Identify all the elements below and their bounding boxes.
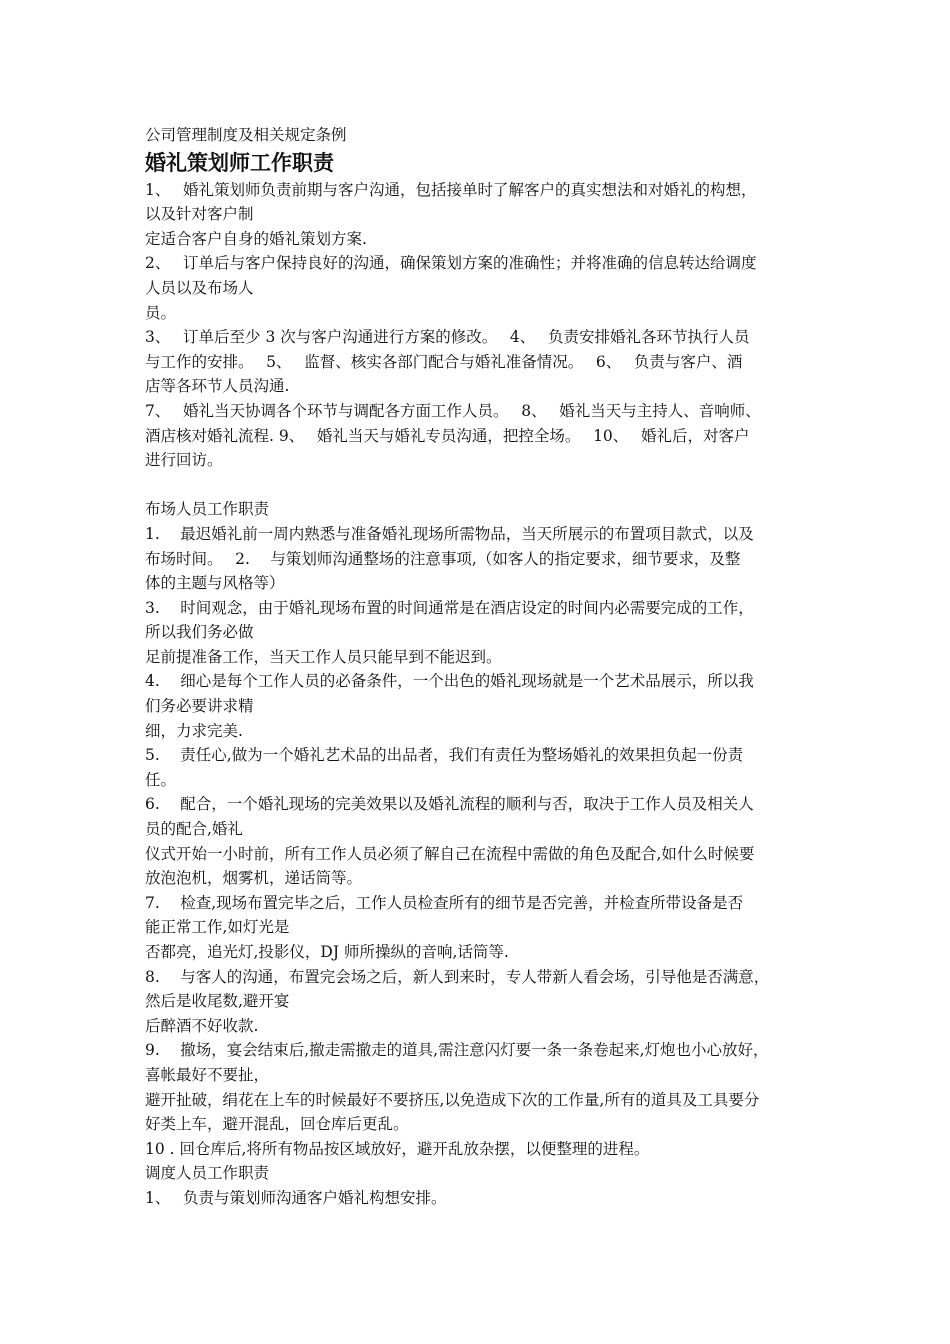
paragraph-line: 员。: [145, 303, 177, 322]
paragraph-line: 2、 订单后与客户保持良好的沟通，确保策划方案的准确性；并将准确的信息转达给调度: [145, 254, 757, 273]
paragraph-line: 任。: [145, 770, 177, 789]
paragraph-line: 仪式开始一小时前，所有工作人员必须了解自己在流程中需做的角色及配合,如什么时候要: [145, 844, 755, 863]
paragraph-line: 避开扯破，绢花在上车的时候最好不要挤压,以免造成下次的工作量,所有的道具及工具要分: [145, 1090, 760, 1109]
paragraph-line: 4. 细心是每个工作人员的必备条件，一个出色的婚礼现场就是一个艺术品展示，所以我: [145, 672, 754, 691]
paragraph-line: 所以我们务必做: [145, 623, 254, 642]
paragraph-line: 1、 婚礼策划师负责前期与客户沟通，包括接单时了解客户的真实想法和对婚礼的构想，: [145, 180, 757, 199]
paragraph-line: 喜帐最好不要扯，: [145, 1065, 270, 1084]
paragraph-line: 们务必要讲求精: [145, 697, 254, 716]
section-heading: 调度人员工作职责: [145, 1164, 270, 1183]
paragraph-line: 店等各环节人员沟通.: [145, 377, 290, 396]
paragraph-line: 足前提准备工作，当天工作人员只能早到不能迟到。: [145, 647, 502, 666]
paragraph-line: 能正常工作,如灯光是: [145, 918, 290, 937]
paragraph-line: 后醉酒不好收款.: [145, 1016, 259, 1035]
paragraph-line: 8. 与客人的沟通，布置完会场之后，新人到来时，专人带新人看会场，引导他是否满意，: [145, 967, 770, 986]
paragraph-line: 进行回访。: [145, 451, 223, 470]
paragraph-line: 以及针对客户制: [145, 205, 254, 224]
paragraph-line: 10 . 回仓库后,将所有物品按区域放好，避开乱放杂摆，以便整理的进程。: [145, 1139, 650, 1158]
setup-section: [145, 497, 815, 1161]
paragraph-line: 然后是收尾数,避开宴: [145, 992, 290, 1011]
paragraph-line: 7、 婚礼当天协调各个环节与调配各方面工作人员。 8、 婚礼当天与主持人、音响师、: [145, 401, 761, 420]
paragraph-line: 员的配合,婚礼: [145, 820, 243, 839]
document-page: [145, 123, 815, 1211]
paragraph-line: 9. 撤场，宴会结束后,撤走需撤走的道具,需注意闪灯要一条一条卷起来,灯炮也小心放好，: [145, 1041, 769, 1060]
paragraph-line: 1、 负责与策划师沟通客户婚礼构想安排。: [145, 1188, 447, 1207]
document-header: 公司管理制度及相关规定条例: [145, 126, 347, 144]
paragraph-line: 3. 时间观念，由于婚礼现场布置的时间通常是在酒店设定的时间内必需要完成的工作，: [145, 598, 754, 617]
paragraph-line: 6. 配合，一个婚礼现场的完美效果以及婚礼流程的顺利与否，取决于工作人员及相关人: [145, 795, 754, 814]
paragraph-line: 体的主题与风格等）: [145, 574, 285, 593]
paragraph-line: 定适合客户自身的婚礼策划方案.: [145, 229, 367, 248]
paragraph-line: 与工作的安排。 5、 监督、核实各部门配合与婚礼准备情况。 6、 负责与客户、酒: [145, 352, 743, 371]
paragraph-line: 好类上车，避开混乱，回仓库后更乱。: [145, 1115, 409, 1134]
paragraph-line: 细，力求完美.: [145, 721, 243, 740]
paragraph-line: 人员以及布场人: [145, 278, 254, 297]
blank-line: [145, 473, 815, 498]
planner-section: [145, 178, 815, 473]
paragraph-line: 否都亮，追光灯,投影仪，DJ 师所操纵的音响,话筒等.: [145, 943, 509, 961]
paragraph-line: 5. 责任心,做为一个婚礼艺术品的出品者，我们有责任为整场婚礼的效果担负起一份责: [145, 746, 744, 765]
paragraph-line: 布场时间。 2. 与策划师沟通整场的注意事项,（如客人的指定要求，细节要求，及整: [145, 549, 741, 568]
document-title: 婚礼策划师工作职责: [145, 150, 334, 175]
paragraph-line: 酒店核对婚礼流程. 9、 婚礼当天与婚礼专员沟通，把控全场。 10、 婚礼后，对客户: [145, 426, 750, 445]
paragraph-line: 放泡泡机，烟雾机，递话筒等。: [145, 869, 363, 888]
section-heading: 布场人员工作职责: [145, 500, 270, 519]
paragraph-line: 7. 检查,现场布置完毕之后，工作人员检查所有的细节是否完善，并检查所带设备是否: [145, 893, 744, 912]
paragraph-line: 3、 订单后至少 3 次与客户沟通进行方案的修改。 4、 负责安排婚礼各环节执行人员: [145, 328, 750, 347]
paragraph-line: 1. 最迟婚礼前一周内熟悉与准备婚礼现场所需物品，当天所展示的布置项目款式，以及: [145, 524, 754, 543]
dispatch-section: [145, 1161, 815, 1210]
